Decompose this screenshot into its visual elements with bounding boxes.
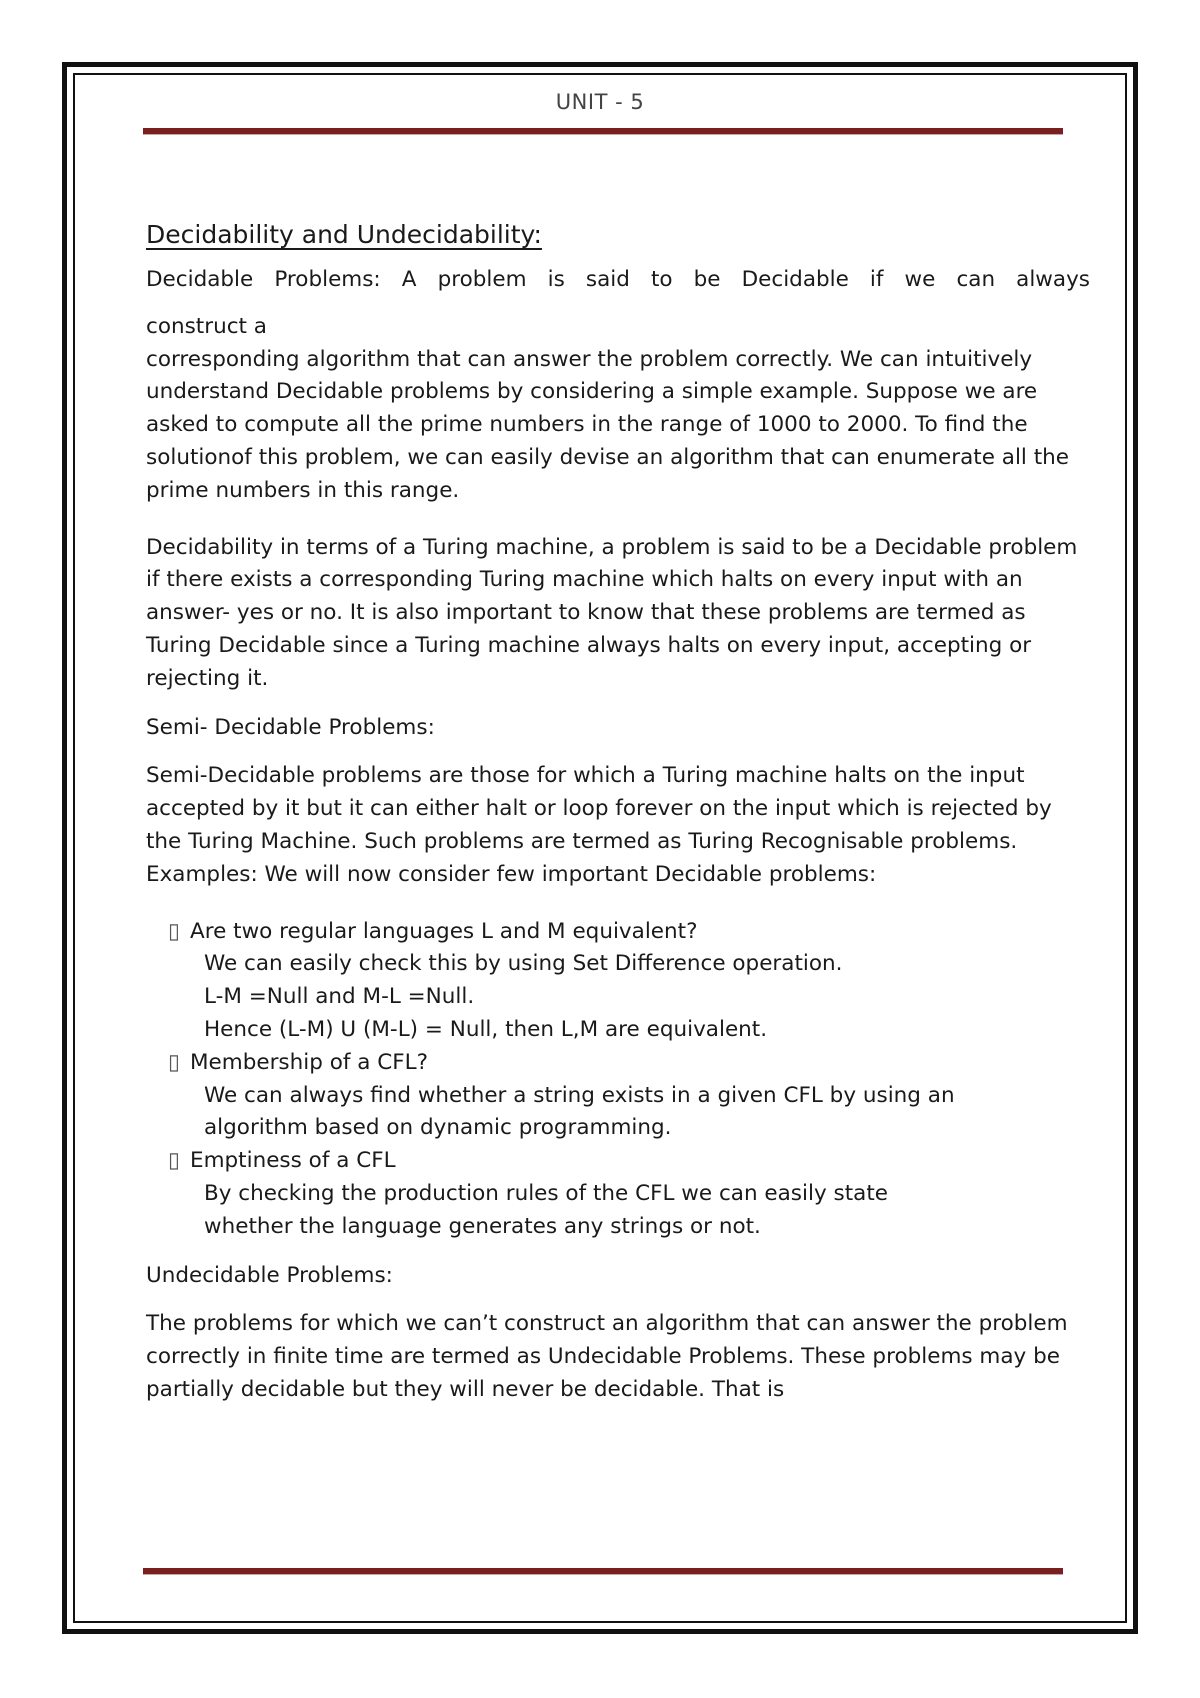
- bullet-line: We can easily check this by using Set Difference operation.: [204, 951, 843, 977]
- bullet-icon: ▯: [168, 918, 180, 944]
- list-item: [168, 1145, 1090, 1243]
- semi-decidable-body: Semi-Decidable problems are those for which a Turing machine halts on the input accepted by it but it can either halt or loop forever on the input which is rejected by the Turing Machine. Such problems are termed as Turing Recognisable problems.: [146, 763, 1052, 854]
- bullet-icon: ▯: [168, 1148, 180, 1174]
- decidable-intro-rest: A problem is said to be Decidable if we can always: [401, 267, 1090, 292]
- section-heading: Decidability and Undecidability:: [146, 220, 542, 249]
- bullet-line: whether the language generates any strings or not.: [204, 1213, 761, 1239]
- footer-rule: [143, 1568, 1063, 1574]
- bullet-title: Are two regular languages L and M equivalent?: [190, 918, 698, 944]
- decidable-intro-line: [146, 264, 1090, 297]
- header-rule: [143, 128, 1063, 134]
- unit-header: UNIT - 5: [555, 90, 645, 114]
- decidable-line2: construct a: [146, 313, 267, 339]
- undecidable-heading: Undecidable Problems:: [146, 1262, 393, 1288]
- examples-list: [146, 916, 1090, 1244]
- undecidable-body: The problems for which we can’t construct an algorithm that can answer the problem correctly in finite time are termed as Undecidable Problems. These problems may be partially decidable but they will never be decidable. That is: [146, 1311, 1068, 1402]
- bullet-line: L-M =Null and M-L =Null.: [204, 984, 475, 1010]
- bullet-line: We can always find whether a string exists in a given CFL by using an: [204, 1082, 955, 1108]
- semi-decidable-heading: Semi- Decidable Problems:: [146, 714, 435, 740]
- list-item: [168, 916, 1090, 1047]
- bullet-line: algorithm based on dynamic programming.: [204, 1115, 672, 1141]
- document-body: [146, 218, 1090, 1407]
- bullet-line: Hence (L-M) U (M-L) = Null, then L,M are equivalent.: [204, 1016, 768, 1042]
- decidable-body: corresponding algorithm that can answer the problem correctly. We can intuitively understand Decidable problems by considering a simple example. Suppose we are asked to compute all the prime numbers in the range of 1000 to 2000. To find the solutionof this problem, we can easily devise an algorithm that can enumerate all the prime numbers in this range.: [146, 346, 1070, 503]
- bullet-title: Membership of a CFL?: [190, 1049, 429, 1075]
- bullet-icon: ▯: [168, 1049, 180, 1075]
- examples-intro: Examples: We will now consider few important Decidable problems:: [146, 861, 877, 887]
- decidable-label: Decidable Problems:: [146, 267, 381, 292]
- bullet-title: Emptiness of a CFL: [190, 1148, 396, 1174]
- list-item: [168, 1047, 1090, 1145]
- bullet-line: By checking the production rules of the CFL we can easily state: [204, 1180, 888, 1206]
- turing-paragraph: Decidability in terms of a Turing machine, a problem is said to be a Decidable problem if there exists a corresponding Turing machine which halts on every input with an answer- yes or no. It is also important to know that these problems are termed as Turing Decidable since a Turing machine always halts on every input, accepting or rejecting it.: [146, 534, 1078, 691]
